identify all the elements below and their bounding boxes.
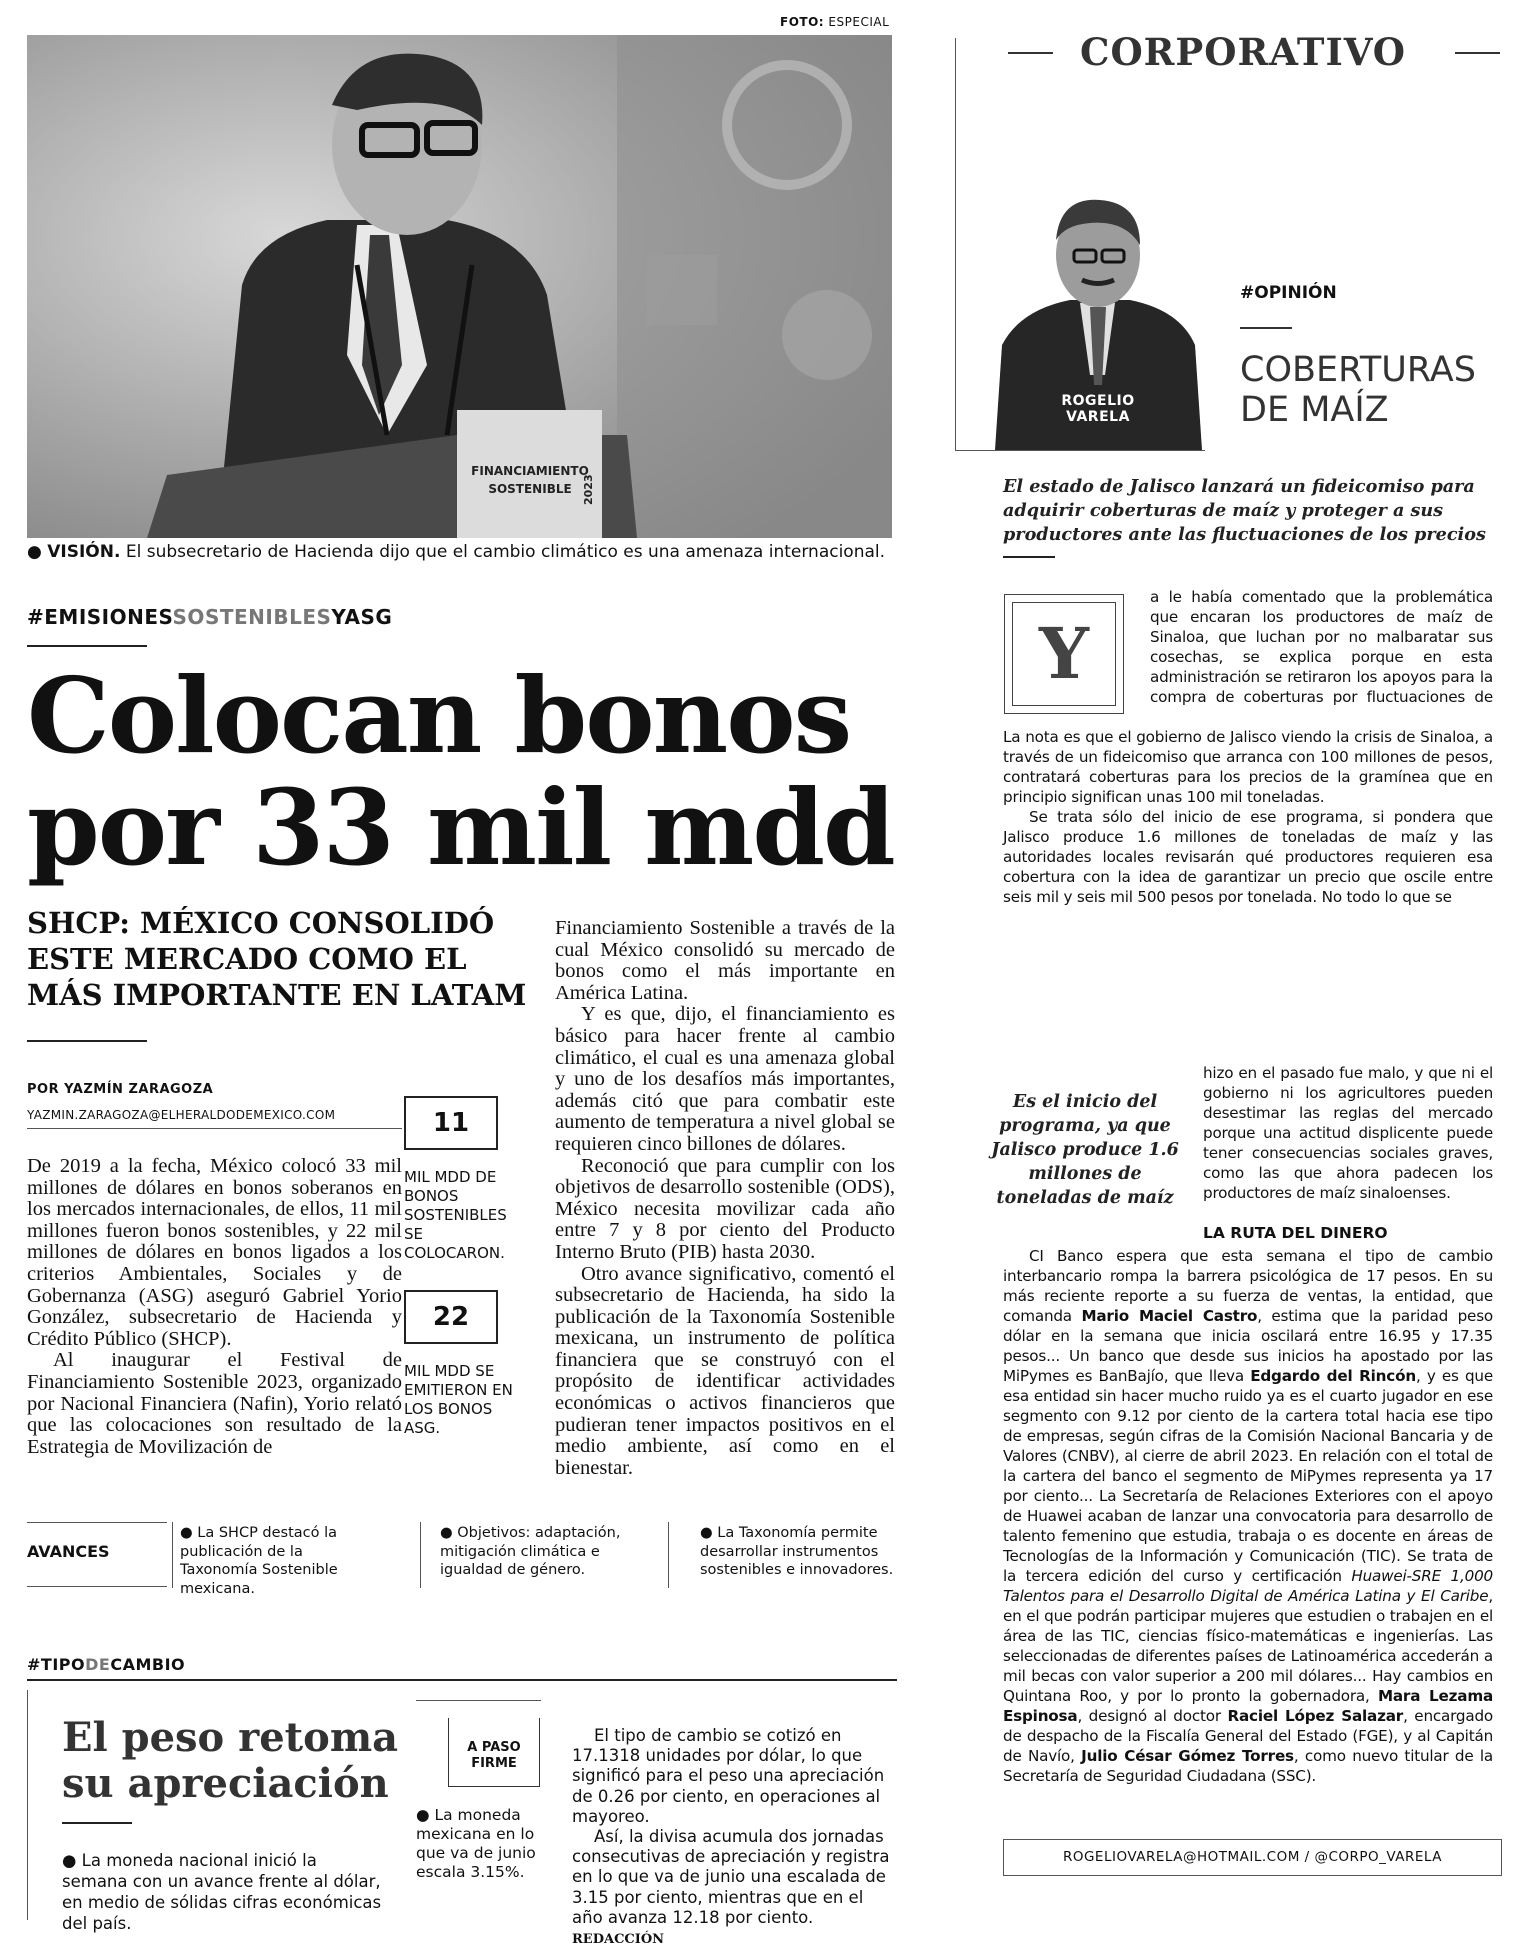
column-paragraph: hizo en el pasado fue malo, y que ni el gobierno ni los agricultores pueden desestimar las reglas del mercado porque una actitud displicente puede tener consecuencias sociales graves, como las que ahora padecen los productores de maíz sinaloenses.: [1203, 1064, 1493, 1202]
stat-text-2: MIL MDD SE EMITIERON EN LOS BONOS ASG.: [404, 1362, 513, 1437]
deck-rule: [1003, 556, 1055, 558]
column-intro-wrap: [1150, 587, 1493, 707]
photo-credit-value: ESPECIAL: [828, 15, 890, 29]
column-text: , designó al doctor: [1077, 1707, 1221, 1725]
portrait-base-rule: [955, 450, 1205, 451]
course-name: Huawei-SRE 1,000 Talentos para el Desarrollo Digital de América Latina y El Caribe: [1003, 1567, 1493, 1605]
peso-title-rule: [62, 1822, 132, 1824]
article-column-2: [555, 918, 895, 1479]
hashtag-part-b: DE: [85, 1655, 111, 1674]
column-text: , y es que esa entidad sin hacer mucho ruido ya es el cuarto jugador en ese segmento con 9.12 por ciento de la cartera total hacia ese tipo de empresas, según cifras de la Comisión Nacional Bancaria y de Valores (CNBV), al cierre de abril 2023. En relación con el total de la cartera del banco el segmento de MiPymes representa ya 17 por ciento... La Secretaría de Relaciones Exteriores con el apoyo de Huawei acaban de lanzar una convocatoria para desarrollo de talento femenino que estudia, trabaja o es docente en áreas de Tecnologías de la Información y Comunicación (TIC). Se trata de la tercera edición del curso y certificación: [1003, 1367, 1493, 1585]
peso-top-rule: [27, 1679, 897, 1681]
avances-label: AVANCES: [27, 1542, 110, 1561]
column-title: COBERTURAS DE MAÍZ: [1240, 350, 1476, 430]
apaso-text: ● La moneda mexicana en lo que va de junio escala 3.15%.: [416, 1806, 536, 1881]
hashtag-part-c: CAMBIO: [110, 1655, 186, 1674]
person-name: Edgardo del Rincón: [1250, 1367, 1416, 1385]
lead-photo: [27, 35, 892, 538]
hashtag-part-a: #TIPO: [27, 1655, 86, 1674]
column-subhead: LA RUTA DEL DINERO: [1203, 1224, 1388, 1242]
avances-rule-top: [27, 1522, 167, 1523]
peso-signature: REDACCIÓN: [572, 1932, 665, 1948]
photo-credit: [780, 15, 889, 29]
column-text: , en el que podrán participar mujeres que estudien o trabajen en el área de las TIC, ciencias físico-matemáticas e ingenierías. Las seleccionadas de diferentes países de Latinoamérica accederán a mil becas con valor superior a 200 mil dólares... Hay cambios en Quintana Roo, y por lo pronto la gobernadora,: [1003, 1587, 1493, 1705]
apaso-box: [448, 1718, 540, 1787]
peso-title: El peso retoma su apreciación: [62, 1714, 399, 1807]
avances-rule-bottom: [27, 1586, 167, 1587]
author-email: YAZMIN.ZARAGOZA@ELHERALDODEMEXICO.COM: [27, 1108, 336, 1122]
hashtag-rule: [27, 645, 147, 647]
photo-credit-label: FOTO:: [780, 15, 825, 29]
hashtag-part-c: YASG: [331, 605, 393, 629]
article-paragraph: Financiamiento Sostenible a través de la cual México consolidó su mercado de bonos como el más importante en América Latina.: [555, 917, 895, 1004]
caption-text: El subsecretario de Hacienda dijo que el cambio climático es una amenaza internacional.: [125, 542, 886, 562]
photo-caption: [27, 542, 897, 562]
column-text: CI Banco espera que esta semana el tipo de cambio interbancario rompa la barrera psicológica de 17 pesos. En su más reciente reporte a su fuerza de ventas, la entidad, que comanda: [1003, 1247, 1493, 1325]
podium-year: 2023: [582, 474, 595, 505]
avances-item-text: La Taxonomía permite desarrollar instrumentos sostenibles e innovadores.: [700, 1525, 894, 1578]
peso-left-border: [27, 1690, 28, 1920]
column-body-lower: [1003, 1246, 1493, 1786]
subheadline: SHCP: MÉXICO CONSOLIDÓ ESTE MERCADO COMO EL MÁS IMPORTANTE EN LATAM: [27, 906, 527, 1012]
avances-divider: [668, 1522, 669, 1588]
column-deck: El estado de Jalisco lanzará un fideicomiso para adquirir coberturas de maíz y proteger a sus productores ante las fluctuaciones de los precios: [1003, 476, 1486, 545]
avances-divider: [420, 1522, 421, 1588]
peso-lead-text: La moneda nacional inició la semana con un avance frente al dólar, en medio de sólidas cifras económicas del país.: [62, 1851, 382, 1933]
drop-cap: [1004, 594, 1124, 714]
person-name: Mario Maciel Castro: [1081, 1307, 1258, 1325]
hashtag-part-b: SOSTENIBLES: [172, 605, 332, 629]
drop-cap-letter: Y: [1012, 602, 1116, 706]
column-body-beside-pull: [1203, 1063, 1493, 1203]
opinion-tag: #OPINIÓN: [1240, 283, 1337, 303]
article-paragraph: De 2019 a la fecha, México colocó 33 mil millones de dólares en bonos soberanos en los mercados internacionales, de ellos, 11 mil millones fueron bonos sostenibles, y 22 mil millones de dólares en bonos ligados a los criterios Ambientales, Sociales y de Gobernanza (ASG) aseguró Gabriel Yorio González, subsecretario de Hacienda y Crédito Público (SHCP).: [27, 1155, 402, 1350]
article-hashtag: [27, 605, 392, 629]
speaker-illustration: [27, 35, 892, 538]
stat-box-1: 11: [404, 1096, 498, 1150]
peso-body: [572, 1726, 890, 1950]
podium-text-2: SOSTENIBLE: [488, 482, 572, 496]
column-paragraph: [1003, 727, 1493, 807]
author-name: [1033, 393, 1163, 425]
column-paragraph: [1003, 1246, 1493, 1786]
article-paragraph: Reconoció que para cumplir con los objetivos de desarrollo sostenible (ODS), México necesita movilizar cada año entre 7 y 8 por ciento del Producto Interno Bruto (PIB) hasta 2030.: [555, 1154, 895, 1263]
section-rule-left: [1008, 52, 1053, 54]
pull-quote: Es el inicio del programa, ya que Jalisco produce 1.6 millones de toneladas de maíz: [991, 1092, 1179, 1208]
avances-item: ● La SHCP destacó la publicación de la Taxonomía Sostenible mexicana.: [180, 1525, 338, 1597]
apaso-label: A PASO FIRME: [467, 1740, 521, 1771]
avances-item-text: La SHCP destacó la publicación de la Taxonomía Sostenible mexicana.: [180, 1525, 338, 1597]
subhead-rule: [27, 1040, 147, 1042]
column-paragraph: Se trata sólo del inicio de ese programa, si pondera que Jalisco produce 1.6 millones de toneladas de maíz y las autoridades locales revisarán qué productores requieren esa cobertura con la idea de garantizar un precio que oscile entre seis mil y seis mil 500 pesos por tonelada. No todo lo que se: [1003, 808, 1493, 906]
column-text: , estima que la paridad peso dólar en la semana que inicia oscilará entre 16.95 y 17.35 pesos... Un banco que desde sus inicios ha apostado por las MiPymes es BanBajío, que lleva: [1003, 1307, 1493, 1385]
opinion-rule: [1240, 327, 1292, 329]
author-first-name: ROGELIO: [1061, 393, 1135, 409]
column-text: , como nuevo titular de la Secretaría de Seguridad Ciudadana (SSC).: [1003, 1747, 1493, 1785]
article-paragraph: Otro avance significativo, comentó el subsecretario de Hacienda, ha sido la publicación de la Taxonomía Sostenible mexicana, un instrumento de política financiera que se construyó con el propósito de identificar actividades económicas o activos financieros que pudieran tener impactos positivos en el medio ambiente, así como en el bienestar.: [555, 1262, 895, 1479]
peso-paragraph: El tipo de cambio se cotizó en 17.1318 unidades por dólar, lo que significó para el peso una apreciación de 0.26 por ciento, en operaciones al mayoreo.: [572, 1726, 885, 1826]
hashtag-part-a: #EMISIONES: [27, 605, 173, 629]
stat-box-2: 22: [404, 1290, 498, 1344]
column-left-border: [955, 38, 956, 450]
column-paragraph-text: La nota es que el gobierno de Jalisco viendo la crisis de Sinaloa, a través de un fideicomiso que arranca con 100 millones de pesos, contratará coberturas para los precios de la gramínea que en principio significan unas 100 mil toneladas.: [1003, 728, 1493, 806]
peso-lead: ● La moneda nacional inició la semana con un avance frente al dólar, en medio de sólidas cifras económicas del país.: [62, 1851, 382, 1933]
byline-rule: [27, 1128, 402, 1129]
avances-item: ● La Taxonomía permite desarrollar instrumentos sostenibles e innovadores.: [700, 1525, 894, 1578]
headline-line-2: por 33 mil mdd: [27, 766, 894, 889]
headline-line-1: Colocan bonos: [27, 654, 851, 777]
section-title: CORPORATIVO: [1080, 30, 1407, 74]
avances-item-text: Objetivos: adaptación, mitigación climática e igualdad de género.: [440, 1525, 621, 1578]
caption-lead: VISIÓN.: [47, 542, 121, 562]
column-text: , encargado de despacho de la Fiscalía General del Estado (FGE), y al Capitán de Navío,: [1003, 1707, 1493, 1765]
peso-hashtag: [27, 1655, 185, 1674]
person-name: Mara Lezama Espinosa: [1003, 1687, 1493, 1725]
apaso-text-value: La moneda mexicana en lo que va de junio escala 3.15%.: [416, 1806, 536, 1881]
person-name: Raciel López Salazar: [1227, 1707, 1404, 1725]
person-name: Julio César Gómez Torres: [1081, 1747, 1294, 1765]
article-column-1: [27, 1156, 402, 1458]
peso-paragraph: [572, 1827, 890, 1950]
column-body-main: [1003, 727, 1493, 907]
podium-text-1: FINANCIAMIENTO: [471, 464, 589, 478]
bullet-dot: ●: [27, 542, 48, 562]
stat-text-1: MIL MDD DE BONOS SOSTENIBLES SE COLOCARON.: [404, 1168, 507, 1262]
section-rule-right: [1455, 52, 1500, 54]
avances-item: ● Objetivos: adaptación, mitigación climática e igualdad de género.: [440, 1525, 621, 1578]
article-paragraph: Y es que, dijo, el financiamiento es básico para hacer frente al cambio climático, el cual es una amenaza global y uno de los desafíos más importantes, además citó que para combatir este aumento de temperatura a nivel global se requieren cinco billones de dólares.: [555, 1003, 895, 1155]
article-paragraph: Al inaugurar el Festival de Financiamiento Sostenible 2023, organizado por Nacional Financiera (Nafin), Yorio relató que las colocaciones son resultado de la Estrategia de Movilización de: [27, 1349, 402, 1458]
apaso-rule: [416, 1700, 541, 1701]
avances-divider: [172, 1522, 173, 1588]
peso-paragraph-text: Así, la divisa acumula dos jornadas consecutivas de apreciación y registra en lo que va de junio una escalada de 3.15 por ciento, mientras que en el año avanza 12.18 por ciento.: [572, 1827, 890, 1927]
column-contact-footer: ROGELIOVARELA@HOTMAIL.COM / @CORPO_VARELA: [1003, 1839, 1502, 1876]
headline: [27, 654, 897, 889]
column-paragraph-intro: a le había comentado que la problemática que encaran los productores de maíz de Sinaloa, que luchan por no malbaratar sus cosechas, se explica porque en esta administración se retiraron los apoyos para la compra de coberturas por fluctuaciones de: [1150, 588, 1493, 706]
byline: POR YAZMÍN ZARAGOZA: [27, 1082, 214, 1097]
author-last-name: VARELA: [1066, 409, 1130, 425]
